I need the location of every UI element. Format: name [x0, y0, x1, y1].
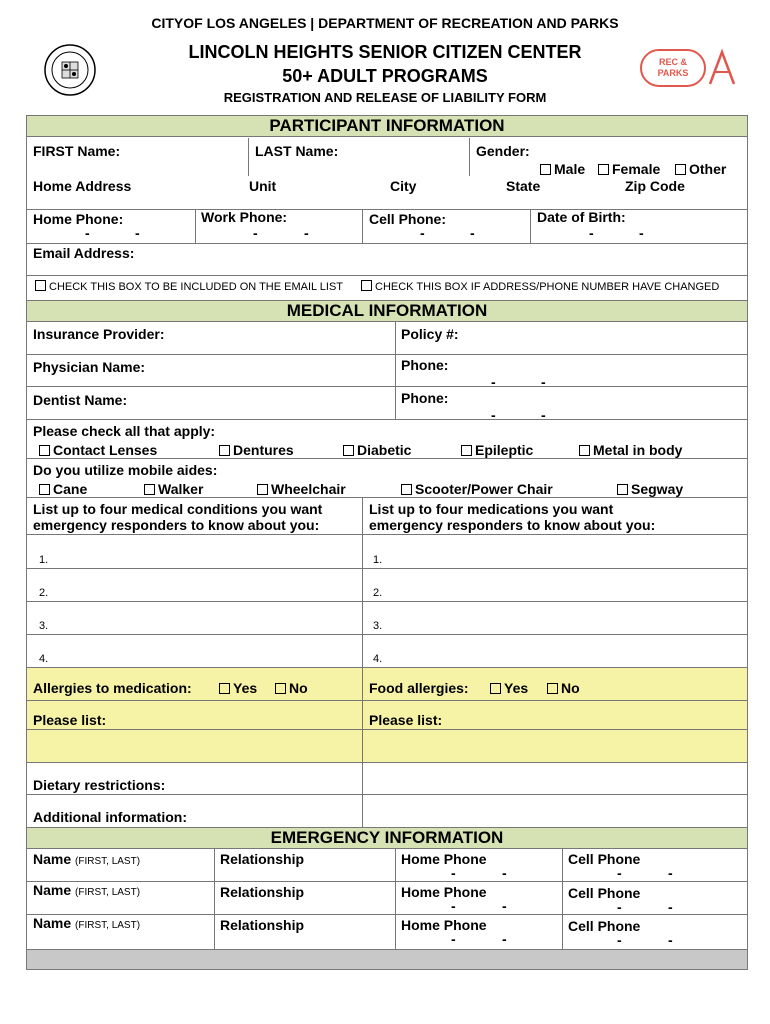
medication-1-number: 1. — [373, 554, 383, 566]
checkbox-icon — [343, 445, 354, 456]
dash: - — [253, 225, 258, 241]
emergency-section-header: EMERGENCY INFORMATION — [27, 827, 747, 849]
dietary-restrictions-label: Dietary restrictions: — [33, 777, 166, 793]
emergency-relationship-label: Relationship — [220, 884, 305, 900]
emergency-cell-phone-label: Cell Phone — [568, 918, 641, 934]
center-title: LINCOLN HEIGHTS SENIOR CITIZEN CENTER — [188, 42, 582, 62]
checkbox-icon — [275, 683, 286, 694]
emergency-home-phone-label: Home Phone — [401, 884, 487, 900]
dash: - — [639, 225, 644, 241]
emergency-name-label — [33, 851, 140, 867]
checkbox-icon — [361, 280, 372, 291]
scooter-checkbox[interactable] — [401, 481, 553, 497]
dentures-label: Dentures — [233, 442, 294, 458]
checkbox-icon — [547, 683, 558, 694]
name-label: Name — [33, 915, 72, 931]
svg-text:PARKS: PARKS — [657, 68, 689, 78]
dash: - — [451, 931, 456, 947]
medication-2-number: 2. — [373, 587, 383, 599]
dash: - — [617, 865, 622, 881]
dash: - — [491, 374, 496, 390]
yes-label: Yes — [504, 680, 529, 696]
emergency-cell-phone-label: Cell Phone — [568, 851, 641, 867]
city-seal-icon — [44, 44, 96, 96]
name-note: (FIRST, LAST) — [75, 856, 141, 867]
condition-2-number: 2. — [39, 587, 49, 599]
checkbox-icon — [144, 484, 155, 495]
checkbox-icon — [257, 484, 268, 495]
name-note: (FIRST, LAST) — [75, 887, 141, 898]
checkbox-icon — [675, 164, 686, 175]
no-label: No — [561, 680, 580, 696]
checkbox-icon — [39, 484, 50, 495]
rec-and-parks-logo-icon — [640, 48, 736, 88]
segway-checkbox[interactable] — [617, 481, 683, 497]
checkbox-icon — [461, 445, 472, 456]
condition-3-number: 3. — [39, 620, 49, 632]
city-label: City — [390, 178, 417, 194]
medications-list-label-line1: List up to four medications you want — [369, 501, 614, 517]
home-address-label: Home Address — [33, 178, 132, 194]
dash: - — [617, 899, 622, 915]
name-label: Name — [33, 882, 72, 898]
registration-form — [26, 115, 748, 970]
medication-allergies-yes-checkbox[interactable] — [219, 680, 257, 696]
dash: - — [502, 865, 507, 881]
dash: - — [541, 374, 546, 390]
diabetic-label: Diabetic — [357, 442, 412, 458]
email-list-checkbox[interactable] — [35, 280, 343, 293]
medical-section-header: MEDICAL INFORMATION — [27, 300, 747, 322]
checkbox-icon — [617, 484, 628, 495]
segway-label: Segway — [631, 481, 684, 497]
name-label: Name — [33, 851, 72, 867]
epileptic-checkbox[interactable] — [461, 442, 533, 458]
medication-3-number: 3. — [373, 620, 383, 632]
checkbox-icon — [540, 164, 551, 175]
wheelchair-checkbox[interactable] — [257, 481, 346, 497]
last-name-label: LAST Name: — [255, 143, 339, 159]
checkbox-icon — [490, 683, 501, 694]
cane-label: Cane — [53, 481, 88, 497]
medications-list-label-line2: emergency responders to know about you: — [369, 517, 656, 533]
home-phone-label: Home Phone: — [33, 211, 124, 227]
contact-lenses-label: Contact Lenses — [53, 442, 158, 458]
address-changed-label: CHECK THIS BOX IF ADDRESS/PHONE NUMBER HAVE CHANGED — [375, 281, 720, 293]
work-phone-label: Work Phone: — [201, 209, 288, 225]
conditions-list-label-line1: List up to four medical conditions you want — [33, 501, 323, 517]
form-footer-bar — [27, 950, 747, 969]
dash: - — [451, 865, 456, 881]
emergency-name-label — [33, 915, 140, 931]
zip-code-label: Zip Code — [625, 178, 685, 194]
emergency-home-phone-label: Home Phone — [401, 917, 487, 933]
epileptic-label: Epileptic — [475, 442, 534, 458]
email-list-label: CHECK THIS BOX TO BE INCLUDED ON THE EMAIL LIST — [49, 281, 344, 293]
medication-allergies-please-list-label: Please list: — [33, 712, 107, 728]
email-address-label: Email Address: — [33, 245, 135, 261]
walker-checkbox[interactable] — [144, 481, 203, 497]
male-label: Male — [554, 161, 586, 177]
participant-section-header: PARTICIPANT INFORMATION — [27, 116, 747, 137]
dash: - — [304, 225, 309, 241]
other-label: Other — [689, 161, 727, 177]
dash: - — [668, 899, 673, 915]
condition-4-number: 4. — [39, 653, 49, 665]
diabetic-checkbox[interactable] — [343, 442, 411, 458]
cell-phone-label: Cell Phone: — [369, 211, 447, 227]
physician-phone-label: Phone: — [401, 357, 449, 373]
dash: - — [668, 932, 673, 948]
dash: - — [491, 407, 496, 423]
dash: - — [470, 225, 475, 241]
dash: - — [502, 931, 507, 947]
food-allergies-yes-checkbox[interactable] — [490, 680, 528, 696]
dash: - — [589, 225, 594, 241]
address-changed-checkbox[interactable] — [361, 280, 719, 293]
food-allergies-no-checkbox[interactable] — [547, 680, 580, 696]
condition-1-number: 1. — [39, 554, 49, 566]
no-label: No — [289, 680, 308, 696]
emergency-cell-phone-label: Cell Phone — [568, 885, 641, 901]
metal-in-body-checkbox[interactable] — [579, 442, 682, 458]
physician-name-label: Physician Name: — [33, 359, 146, 375]
contact-lenses-checkbox[interactable] — [39, 442, 157, 458]
unit-label: Unit — [249, 178, 277, 194]
medication-4-number: 4. — [373, 653, 383, 665]
additional-information-label: Additional information: — [33, 809, 187, 825]
emergency-home-phone-label: Home Phone — [401, 851, 487, 867]
cane-checkbox[interactable] — [39, 481, 87, 497]
gender-male-checkbox[interactable] — [540, 161, 585, 177]
checkbox-icon — [219, 445, 230, 456]
date-of-birth-label: Date of Birth: — [537, 209, 626, 225]
checkbox-icon — [219, 683, 230, 694]
emergency-name-label — [33, 882, 140, 898]
checkbox-icon — [39, 445, 50, 456]
food-allergies-please-list-label: Please list: — [369, 712, 443, 728]
metal-in-body-label: Metal in body — [593, 442, 683, 458]
dash: - — [85, 225, 90, 241]
form-title: REGISTRATION AND RELEASE OF LIABILITY FORM — [223, 90, 547, 105]
insurance-provider-label: Insurance Provider: — [33, 326, 165, 342]
check-all-label: Please check all that apply: — [33, 423, 216, 439]
emergency-relationship-label: Relationship — [220, 851, 305, 867]
checkbox-icon — [401, 484, 412, 495]
dash: - — [668, 865, 673, 881]
name-note: (FIRST, LAST) — [75, 920, 141, 931]
scooter-label: Scooter/Power Chair — [415, 481, 553, 497]
agency-header: CITYOF LOS ANGELES | DEPARTMENT OF RECREATION AND PARKS — [151, 15, 619, 31]
yes-label: Yes — [233, 680, 258, 696]
dash: - — [502, 898, 507, 914]
program-title: 50+ ADULT PROGRAMS — [282, 66, 488, 86]
dash: - — [451, 898, 456, 914]
dentist-phone-label: Phone: — [401, 390, 449, 406]
first-name-label: FIRST Name: — [33, 143, 121, 159]
dash: - — [617, 932, 622, 948]
medication-allergies-label: Allergies to medication: — [33, 680, 192, 696]
dentist-name-label: Dentist Name: — [33, 392, 128, 408]
dash: - — [420, 225, 425, 241]
mobile-aides-label: Do you utilize mobile aides: — [33, 462, 218, 478]
wheelchair-label: Wheelchair — [271, 481, 346, 497]
checkbox-icon — [35, 280, 46, 291]
food-allergies-label: Food allergies: — [369, 680, 469, 696]
female-label: Female — [612, 161, 661, 177]
state-label: State — [506, 178, 541, 194]
checkbox-icon — [598, 164, 609, 175]
gender-label: Gender: — [476, 143, 530, 159]
dash: - — [541, 407, 546, 423]
medication-allergies-no-checkbox[interactable] — [275, 680, 308, 696]
policy-number-label: Policy #: — [401, 326, 459, 342]
walker-label: Walker — [158, 481, 204, 497]
dash: - — [135, 225, 140, 241]
gender-female-checkbox[interactable] — [598, 161, 660, 177]
gender-other-checkbox[interactable] — [675, 161, 726, 177]
svg-text:REC &: REC & — [658, 57, 688, 67]
emergency-relationship-label: Relationship — [220, 917, 305, 933]
conditions-list-label-line2: emergency responders to know about you: — [33, 517, 320, 533]
checkbox-icon — [579, 445, 590, 456]
dentures-checkbox[interactable] — [219, 442, 294, 458]
